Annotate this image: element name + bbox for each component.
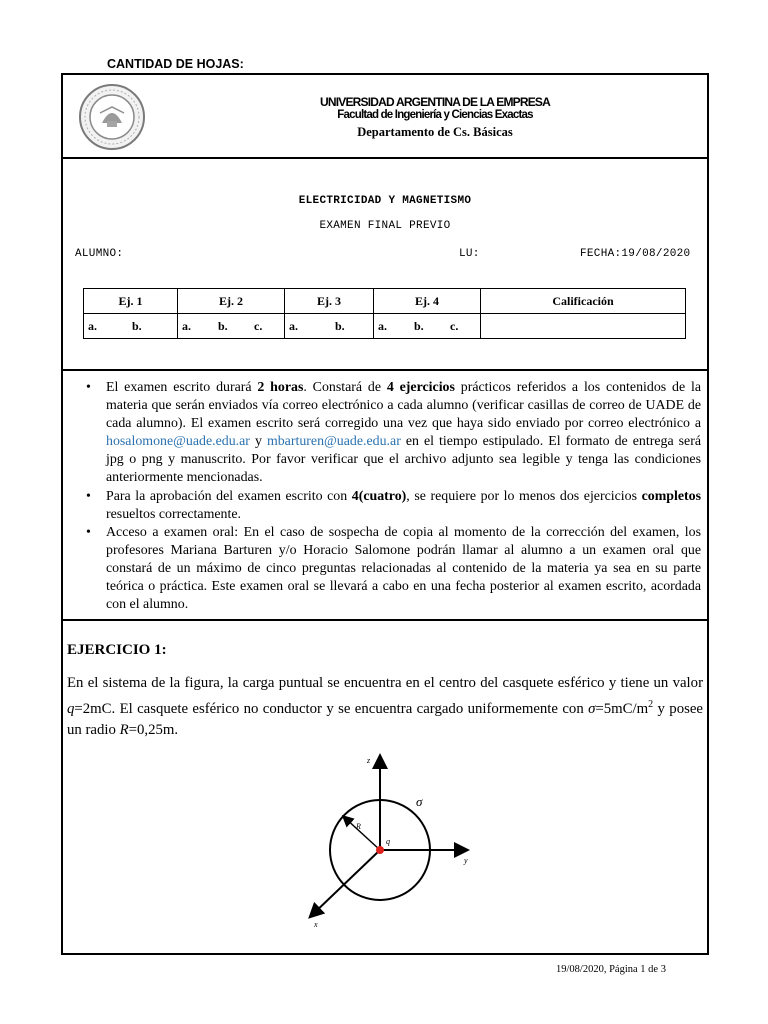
faculty-name: Facultad de Ingeniería y Ciencias Exactas xyxy=(337,109,533,121)
exercise-1-statement xyxy=(67,673,703,741)
sigma-label: σ xyxy=(416,794,423,809)
bullet-icon: • xyxy=(86,488,91,504)
statement-text: =5mC/m xyxy=(595,700,649,717)
statement-text: En el sistema de la figura, la carga puntual se encuentra en el centro del casquete esférico y tiene un valor xyxy=(67,675,703,691)
statement-text: =0,25m. xyxy=(128,721,179,738)
ej1-part-a: a. xyxy=(88,318,97,333)
charge-label: q xyxy=(386,837,390,846)
rule1-text: y xyxy=(249,434,267,450)
rule2-text: , se requiere por lo menos dos ejercicios xyxy=(406,488,642,504)
exercise-divider xyxy=(61,619,709,621)
instructions-list xyxy=(76,379,701,614)
rule1-text: prácticos referidos a los contenidos de la materia que serán enviados vía correo electrónico a cada alumno (verificar casillas de correo de UADE de cada alumno). El examen escrito será corregido una vez que haya sido enviado por correo electrónico a xyxy=(106,380,701,432)
grades-header-row xyxy=(84,289,686,314)
ej2-part-a: a. xyxy=(182,318,191,333)
rule1-exercises: 4 ejercicios xyxy=(386,380,455,395)
rule2-complete: completos xyxy=(641,488,702,504)
rule-duration xyxy=(76,379,701,488)
statement-text: y posee un radio xyxy=(67,700,703,738)
instructions-divider xyxy=(61,369,709,371)
header-ej2: Ej. 2 xyxy=(178,289,285,314)
rule3-text: Acceso a examen oral: En el caso de sospecha de copia al momento de la corrección del examen, los profesores Mariana Barturen y/o Horacio Salomone podrán llamar al alumno a un examen oral que constará de un máximo de cinco preguntas relacionadas al contenido de la materia ya sea en su parte teórica o práctica. Este examen oral se llevará a cabo en una fecha posterior al examen escrito, acordada con el alumno. xyxy=(106,524,701,613)
ej1-parts-cell xyxy=(84,314,178,339)
university-name: UNIVERSIDAD ARGENTINA DE LA EMPRESA xyxy=(319,95,551,109)
statement-text: =2mC. El casquete esférico no conductor y se encuentra cargado uniformemente con xyxy=(74,700,589,717)
rule1-text: . Constará de xyxy=(303,380,387,395)
page-footer: 19/08/2020, Página 1 de 3 xyxy=(556,964,666,975)
ej3-parts-cell xyxy=(285,314,374,339)
ej2-part-c: c. xyxy=(254,318,263,333)
ej4-part-c: c. xyxy=(450,318,459,333)
header-ej3: Ej. 3 xyxy=(285,289,374,314)
grade-cell xyxy=(481,314,686,339)
radius-label: R xyxy=(356,822,361,831)
radius-symbol: R xyxy=(119,721,129,738)
course-title: ELECTRICIDAD Y MAGNETISMO xyxy=(298,195,472,207)
bullet-icon: • xyxy=(86,524,91,540)
grades-table xyxy=(83,288,686,339)
student-label: ALUMNO: xyxy=(75,248,124,260)
exponent: 2 xyxy=(648,699,654,710)
email-link-salomone[interactable]: hosalomone@uade.edu.ar xyxy=(106,434,250,450)
exam-date: FECHA:19/08/2020 xyxy=(580,248,691,260)
university-seal-logo xyxy=(78,83,146,151)
rule2-text: Para la aprobación del examen escrito con xyxy=(106,488,352,504)
spherical-shell-figure xyxy=(283,753,483,933)
rule2-text: resueltos correctamente. xyxy=(106,506,241,522)
ej2-part-b: b. xyxy=(218,318,228,333)
lu-label: LU: xyxy=(459,248,480,260)
rule2-grade: 4(cuatro) xyxy=(351,488,407,504)
ej4-parts-cell xyxy=(374,314,481,339)
x-axis-label: x xyxy=(314,920,318,929)
exercise-1-title: EJERCICIO 1: xyxy=(67,642,167,658)
header-ej4: Ej. 4 xyxy=(374,289,481,314)
header-divider xyxy=(61,157,709,159)
ej4-part-a: a. xyxy=(378,318,387,333)
header-grade: Calificación xyxy=(481,289,686,314)
email-link-barturen[interactable]: mbarturen@uade.edu.ar xyxy=(266,434,401,450)
rule-approval xyxy=(76,488,701,524)
bullet-icon: • xyxy=(86,380,91,395)
sheet-count-label: CANTIDAD DE HOJAS: xyxy=(107,57,244,71)
point-charge xyxy=(376,846,384,854)
y-axis-label: y xyxy=(464,856,468,865)
sigma-symbol: σ xyxy=(588,700,596,717)
ej3-part-b: b. xyxy=(335,318,345,333)
rule1-text: El examen escrito durará xyxy=(106,380,258,395)
radius-arrow xyxy=(344,817,380,850)
grades-parts-row xyxy=(84,314,686,339)
exam-type: EXAMEN FINAL PREVIO xyxy=(319,220,451,232)
ej2-parts-cell xyxy=(178,314,285,339)
ej4-part-b: b. xyxy=(414,318,424,333)
rule1-text: en el tiempo estipulado. El formato de entrega será jpg o png y manuscrito. Por favor verificar que el archivo adjunto sea legible y tenga las condiciones anteriormente mencionadas. xyxy=(106,434,701,486)
header-ej1: Ej. 1 xyxy=(84,289,178,314)
z-axis-label: z xyxy=(367,756,371,765)
rule-oral-exam xyxy=(76,524,701,614)
ej1-part-b: b. xyxy=(132,318,142,333)
x-axis xyxy=(311,850,380,916)
rule1-hours: 2 horas xyxy=(257,380,304,395)
department-name: Departamento de Cs. Básicas xyxy=(357,125,513,139)
ej3-part-a: a. xyxy=(289,318,298,333)
charge-symbol: q xyxy=(67,700,75,717)
